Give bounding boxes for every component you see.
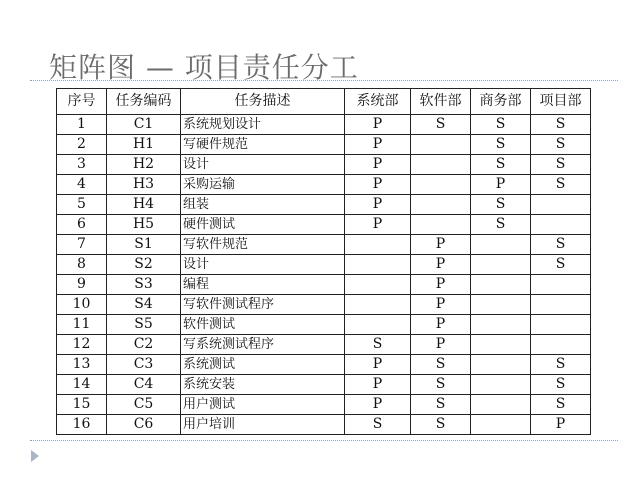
cell-index: 3 <box>57 155 107 175</box>
cell-index: 5 <box>57 195 107 215</box>
cell-software-dept <box>411 215 471 235</box>
cell-project-dept: S <box>531 115 591 135</box>
cell-index: 9 <box>57 275 107 295</box>
cell-index: 10 <box>57 295 107 315</box>
cell-system-dept: P <box>345 115 411 135</box>
cell-task-description: 写软件测试程序 <box>181 295 345 315</box>
table-row <box>57 195 591 215</box>
cell-index: 7 <box>57 235 107 255</box>
cell-task-code: S5 <box>107 315 181 335</box>
cell-system-dept <box>345 255 411 275</box>
cell-project-dept <box>531 295 591 315</box>
cell-business-dept: S <box>471 115 531 135</box>
header-task-code: 任务编码 <box>107 89 181 115</box>
cell-system-dept: S <box>345 335 411 355</box>
table-row <box>57 295 591 315</box>
cell-task-description: 用户测试 <box>181 395 345 415</box>
cell-business-dept <box>471 395 531 415</box>
cell-system-dept: P <box>345 375 411 395</box>
cell-task-code: H4 <box>107 195 181 215</box>
cell-task-code: H3 <box>107 175 181 195</box>
cell-index: 6 <box>57 215 107 235</box>
cell-software-dept: P <box>411 255 471 275</box>
cell-software-dept: S <box>411 395 471 415</box>
header-index: 序号 <box>57 89 107 115</box>
cell-business-dept: P <box>471 175 531 195</box>
cell-index: 1 <box>57 115 107 135</box>
cell-task-description: 设计 <box>181 155 345 175</box>
cell-business-dept <box>471 355 531 375</box>
table-row <box>57 155 591 175</box>
cell-task-description: 编程 <box>181 275 345 295</box>
cell-software-dept: S <box>411 355 471 375</box>
cell-task-code: H1 <box>107 135 181 155</box>
cell-task-code: S2 <box>107 255 181 275</box>
cell-software-dept: P <box>411 275 471 295</box>
cell-system-dept: S <box>345 415 411 435</box>
cell-project-dept: S <box>531 355 591 375</box>
header-system-dept: 系统部 <box>345 89 411 115</box>
cell-index: 13 <box>57 355 107 375</box>
cell-index: 12 <box>57 335 107 355</box>
cell-task-code: C3 <box>107 355 181 375</box>
cell-software-dept: P <box>411 235 471 255</box>
table-row <box>57 275 591 295</box>
cell-business-dept <box>471 235 531 255</box>
cell-project-dept: S <box>531 235 591 255</box>
cell-project-dept <box>531 195 591 215</box>
cell-software-dept: P <box>411 335 471 355</box>
cell-project-dept <box>531 215 591 235</box>
cell-software-dept: S <box>411 115 471 135</box>
cell-system-dept: P <box>345 215 411 235</box>
table-row <box>57 115 591 135</box>
cell-business-dept <box>471 335 531 355</box>
cell-software-dept: P <box>411 295 471 315</box>
cell-task-description: 系统规划设计 <box>181 115 345 135</box>
cell-task-description: 用户培训 <box>181 415 345 435</box>
cell-software-dept: P <box>411 315 471 335</box>
cell-task-code: H5 <box>107 215 181 235</box>
title-divider <box>30 80 618 81</box>
table-body <box>57 115 591 435</box>
cell-business-dept: S <box>471 135 531 155</box>
cell-software-dept: S <box>411 375 471 395</box>
cell-system-dept: P <box>345 395 411 415</box>
cell-index: 15 <box>57 395 107 415</box>
cell-task-description: 写系统测试程序 <box>181 335 345 355</box>
cell-project-dept: S <box>531 175 591 195</box>
cell-business-dept: S <box>471 215 531 235</box>
cell-task-code: C5 <box>107 395 181 415</box>
cell-project-dept <box>531 315 591 335</box>
cell-system-dept: P <box>345 175 411 195</box>
cell-software-dept: S <box>411 415 471 435</box>
cell-index: 2 <box>57 135 107 155</box>
cell-system-dept <box>345 315 411 335</box>
table-row <box>57 315 591 335</box>
cell-task-description: 硬件测试 <box>181 215 345 235</box>
table-row <box>57 355 591 375</box>
table-header-row <box>57 89 591 115</box>
cell-index: 8 <box>57 255 107 275</box>
table-row <box>57 235 591 255</box>
cell-task-code: H2 <box>107 155 181 175</box>
table-row <box>57 375 591 395</box>
table-row <box>57 335 591 355</box>
cell-task-description: 系统测试 <box>181 355 345 375</box>
cell-task-code: S3 <box>107 275 181 295</box>
cell-system-dept <box>345 275 411 295</box>
table-row <box>57 175 591 195</box>
header-task-description: 任务描述 <box>181 89 345 115</box>
cell-system-dept: P <box>345 135 411 155</box>
cell-task-code: C6 <box>107 415 181 435</box>
cell-task-description: 组装 <box>181 195 345 215</box>
cell-task-code: S4 <box>107 295 181 315</box>
table-row <box>57 215 591 235</box>
cell-system-dept <box>345 295 411 315</box>
cell-business-dept <box>471 295 531 315</box>
table-row <box>57 415 591 435</box>
cell-business-dept <box>471 315 531 335</box>
cell-project-dept <box>531 275 591 295</box>
cell-project-dept: S <box>531 135 591 155</box>
header-project-dept: 项目部 <box>531 89 591 115</box>
cell-software-dept <box>411 175 471 195</box>
header-business-dept: 商务部 <box>471 89 531 115</box>
slide-title: 矩阵图 — 项目责任分工 <box>49 51 359 84</box>
responsibility-matrix-table <box>56 88 591 435</box>
cell-business-dept: S <box>471 155 531 175</box>
table-row <box>57 395 591 415</box>
cell-system-dept: P <box>345 355 411 375</box>
cell-task-description: 写硬件规范 <box>181 135 345 155</box>
cell-system-dept <box>345 235 411 255</box>
cell-project-dept: S <box>531 375 591 395</box>
cell-business-dept <box>471 275 531 295</box>
cell-business-dept: S <box>471 195 531 215</box>
cell-project-dept: S <box>531 255 591 275</box>
cell-system-dept: P <box>345 155 411 175</box>
triangle-right-icon[interactable] <box>31 450 39 462</box>
cell-task-code: C4 <box>107 375 181 395</box>
footer-divider <box>30 440 618 441</box>
cell-business-dept <box>471 415 531 435</box>
cell-task-description: 软件测试 <box>181 315 345 335</box>
cell-business-dept <box>471 255 531 275</box>
cell-index: 11 <box>57 315 107 335</box>
cell-project-dept: S <box>531 155 591 175</box>
cell-index: 4 <box>57 175 107 195</box>
cell-task-description: 设计 <box>181 255 345 275</box>
table-row <box>57 255 591 275</box>
cell-project-dept <box>531 335 591 355</box>
cell-task-code: S1 <box>107 235 181 255</box>
table-row <box>57 135 591 155</box>
cell-index: 14 <box>57 375 107 395</box>
cell-project-dept: S <box>531 395 591 415</box>
cell-software-dept <box>411 155 471 175</box>
cell-task-description: 写软件规范 <box>181 235 345 255</box>
cell-business-dept <box>471 375 531 395</box>
cell-task-code: C2 <box>107 335 181 355</box>
cell-project-dept: P <box>531 415 591 435</box>
cell-index: 16 <box>57 415 107 435</box>
cell-software-dept <box>411 135 471 155</box>
cell-task-description: 系统安装 <box>181 375 345 395</box>
cell-system-dept: P <box>345 195 411 215</box>
cell-task-code: C1 <box>107 115 181 135</box>
cell-task-description: 采购运输 <box>181 175 345 195</box>
cell-software-dept <box>411 195 471 215</box>
header-software-dept: 软件部 <box>411 89 471 115</box>
